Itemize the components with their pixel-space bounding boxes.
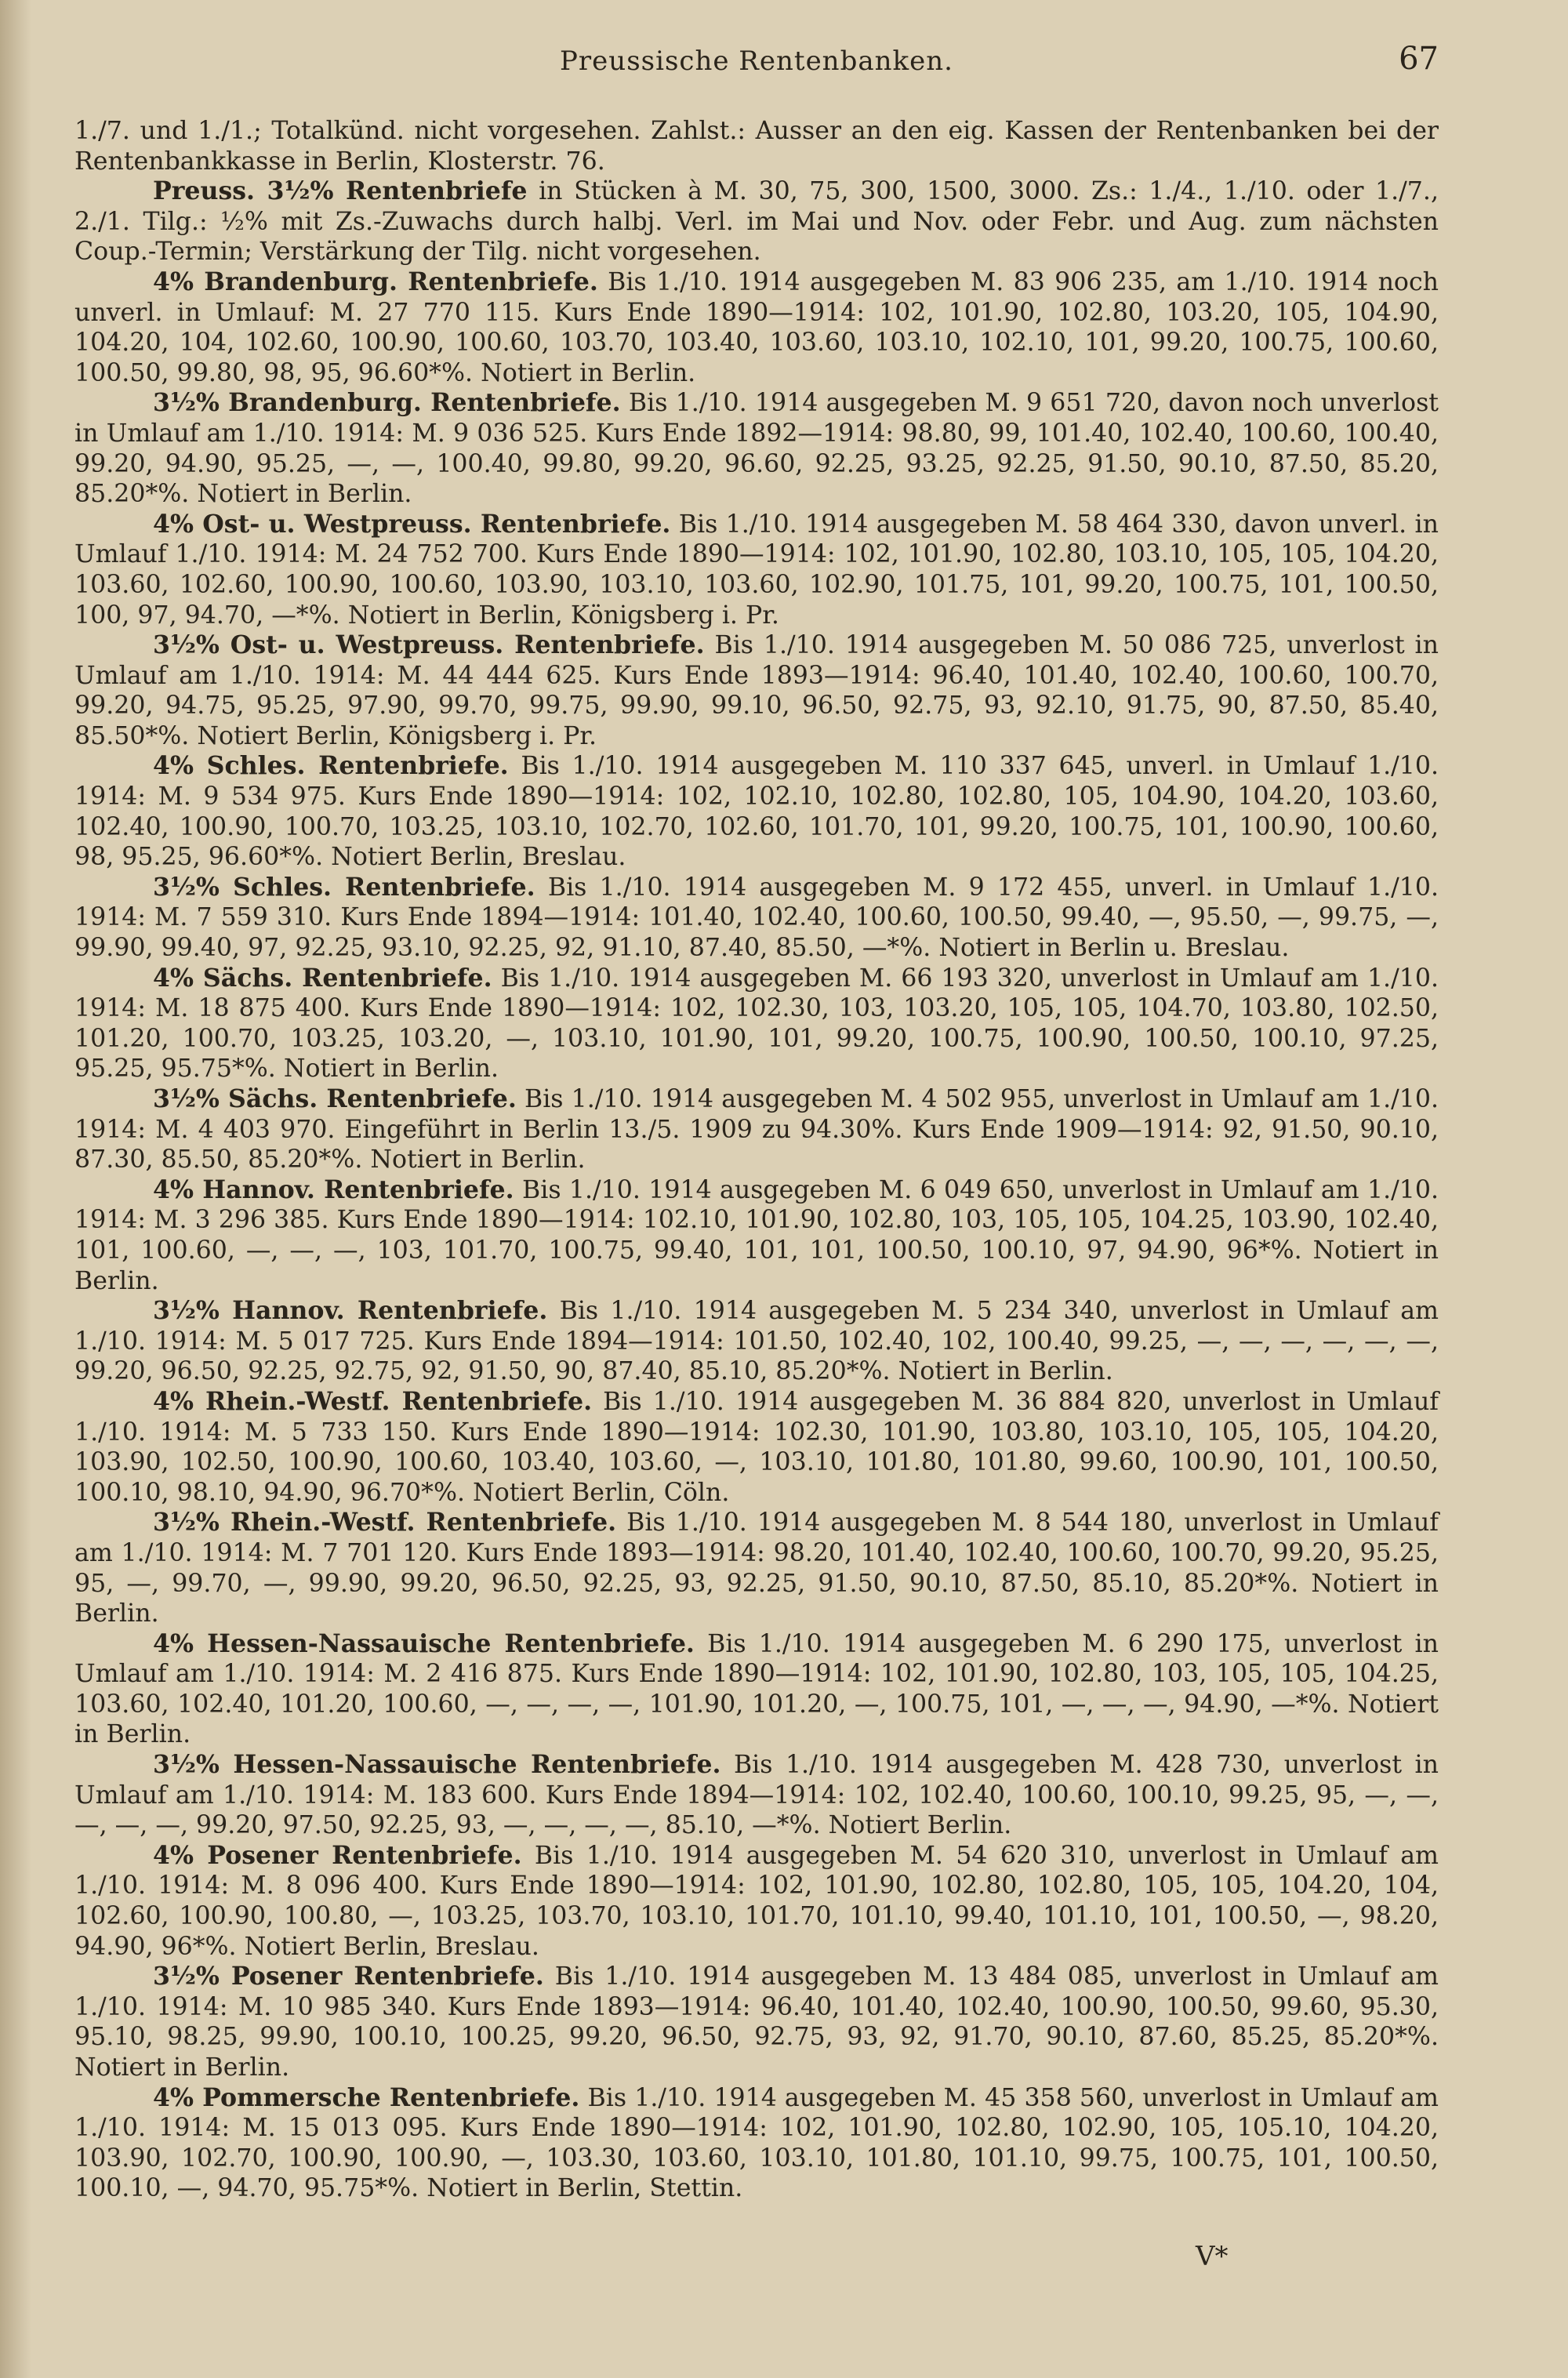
entry-paragraph xyxy=(74,1962,1439,2082)
entry-text: Bis 1./10. 1914 ausgegeben M. 9 651 720, davon noch unverlost in Umlauf am 1./10. 1914: M. 9 036 525. Kurs Ende 1892—1914: 98.80, 99, 101.40, 102.40, 100.60, 100.40, 99.20, 94.90, 95.25, —, —, 100.40, 99.80, 99.20, 96.60, 92.25, 93.25, 92.25, 91.50, 90.10, 87.50, 85.20, 85.20*%. Notiert in Berlin. xyxy=(74,389,1439,509)
entry-heading: 4% Pommersche Rentenbriefe. xyxy=(153,2082,580,2112)
entry-paragraph xyxy=(74,751,1439,872)
entry-paragraph xyxy=(74,176,1439,267)
entry-heading: 3½% Sächs. Rentenbriefe. xyxy=(153,1084,517,1113)
entry-heading: 3½% Brandenburg. Rentenbriefe. xyxy=(153,388,621,418)
entry-heading: 4% Hessen-Nassauische Rentenbriefe. xyxy=(153,1628,695,1658)
entry-heading: 4% Rhein.-Westf. Rentenbriefe. xyxy=(153,1386,593,1416)
entry-text: Bis 1./10. 1914 ausgegeben M. 9 172 455, unverl. in Umlauf 1./10. 1914: M. 7 559 310. Kurs Ende 1894—1914: 101.40, 102.40, 100.60, 100.50, 99.40, —, 95.50, —, 99.75, —, 99.90, 99.40, 97, 92.25, 93.10, 92.25, 92, 91.10, 87.40, 85.50, —*%. Notiert in Berlin u. Breslau. xyxy=(74,873,1439,963)
entry-paragraph xyxy=(74,1629,1439,1750)
entry-paragraph xyxy=(74,267,1439,388)
entries-list xyxy=(74,176,1439,2204)
entry-paragraph xyxy=(74,2083,1439,2204)
entry-text: Bis 1./10. 1914 ausgegeben M. 6 049 650, unverlost in Umlauf am 1./10. 1914: M. 3 296 385. Kurs Ende 1890—1914: 102.10, 101.90, 102.80, 103, 105, 105, 104.25, 103.90, 102.40, 101, 100.60, —, —, —, 103, 101.70, 100.75, 99.40, 101, 101, 100.50, 100.10, 97, 94.90, 96*%. Notiert in Berlin. xyxy=(74,1175,1439,1295)
entry-text: Bis 1./10. 1914 ausgegeben M. 6 290 175, unverlost in Umlauf am 1./10. 1914: M. 2 416 875. Kurs Ende 1890—1914: 102, 101.90, 102.80, 103, 105, 105, 104.25, 103.60, 102.40, 101.20, 100.60, —, —, —, —, 101.90, 101.20, —, 100.75, 101, —, —, —, 94.90, —*%. Notiert in Berlin. xyxy=(74,1629,1439,1749)
entry-paragraph xyxy=(74,510,1439,630)
entry-paragraph xyxy=(74,1508,1439,1628)
entry-paragraph xyxy=(74,964,1439,1084)
entry-text: Bis 1./10. 1914 ausgegeben M. 54 620 310, unverlost in Umlauf am 1./10. 1914: M. 8 096 400. Kurs Ende 1890—1914: 102, 101.90, 102.80, 102.80, 105, 105, 104.20, 104, 102.60, 100.90, 100.80, —, 103.25, 103.70, 103.10, 101.70, 101.10, 99.40, 101.10, 101, 100.50, —, 98.20, 94.90, 96*%. Notiert Berlin, Breslau. xyxy=(74,1841,1439,1961)
entry-paragraph xyxy=(74,1296,1439,1387)
entry-text: Bis 1./10. 1914 ausgegeben M. 110 337 645, unverl. in Umlauf 1./10. 1914: M. 9 534 975. Kurs Ende 1890—1914: 102, 102.10, 102.80, 102.80, 105, 104.90, 104.20, 103.60, 102.40, 100.90, 100.70, 103.25, 103.10, 102.70, 102.60, 101.70, 101, 99.20, 100.75, 101, 100.90, 100.60, 98, 95.25, 96.60*%. Notiert Berlin, Breslau. xyxy=(74,752,1439,872)
entry-paragraph xyxy=(74,1084,1439,1175)
intro-paragraph: 1./7. und 1./1.; Totalkünd. nicht vorgesehen. Zahlst.: Ausser an den eig. Kassen der Rentenbanken bei der Rentenbankkasse in Berlin, Klosterstr. 76. xyxy=(74,117,1439,176)
entry-heading: 4% Sächs. Rentenbriefe. xyxy=(153,963,492,993)
entry-heading: 4% Hannov. Rentenbriefe. xyxy=(153,1174,514,1204)
entry-paragraph xyxy=(74,630,1439,751)
entry-text: in Stücken à M. 30, 75, 300, 1500, 3000. Zs.: 1./4., 1./10. oder 1./7., 2./1. Tilg.: ½% mit Zs.-Zuwachs durch halbj. Verl. im Mai und Nov. oder Febr. und Aug. zum nächsten Coup.-Termin; Verstärkung der Tilg. nicht vorgesehen. xyxy=(74,177,1439,267)
entry-text: Bis 1./10. 1914 ausgegeben M. 4 502 955, unverlost in Umlauf am 1./10. 1914: M. 4 403 970. Eingeführt in Berlin 13./5. 1909 zu 94.30%. Kurs Ende 1909—1914: 92, 91.50, 90.10, 87.30, 85.50, 85.20*%. Notiert in Berlin. xyxy=(74,1085,1439,1174)
page-number: 67 xyxy=(1399,41,1439,77)
entry-paragraph xyxy=(74,1750,1439,1841)
entry-text: Bis 1./10. 1914 ausgegeben M. 66 193 320, unverlost in Umlauf am 1./10. 1914: M. 18 875 400. Kurs Ende 1890—1914: 102, 102.30, 103, 103.20, 105, 105, 104.70, 103.80, 102.50, 101.20, 100.70, 103.25, 103.20, —, 103.10, 101.90, 101, 99.20, 100.75, 100.90, 100.50, 100.10, 97.25, 95.25, 95.75*%. Notiert in Berlin. xyxy=(74,964,1439,1084)
entry-text: Bis 1./10. 1914 ausgegeben M. 45 358 560, unverlost in Umlauf am 1./10. 1914: M. 15 013 095. Kurs Ende 1890—1914: 102, 101.90, 102.80, 102.90, 105, 105.10, 104.20, 103.90, 102.70, 100.90, 100.90, —, 103.30, 103.60, 103.10, 101.80, 101.10, 99.75, 100.75, 101, 100.50, 100.10, —, 94.70, 95.75*%. Notiert in Berlin, Stettin. xyxy=(74,2083,1439,2203)
entry-text: Bis 1./10. 1914 ausgegeben M. 428 730, unverlost in Umlauf am 1./10. 1914: M. 183 600. Kurs Ende 1894—1914: 102, 102.40, 100.60, 100.10, 99.25, 95, —, —, —, —, —, 99.20, 97.50, 92.25, 93, —, —, —, —, 85.10, —*%. Notiert Berlin. xyxy=(74,1751,1439,1840)
entry-heading: 3½% Ost- u. Westpreuss. Rentenbriefe. xyxy=(153,630,705,660)
entry-paragraph xyxy=(74,873,1439,964)
entry-heading: 4% Posener Rentenbriefe. xyxy=(153,1840,522,1870)
page-body xyxy=(74,116,1439,2204)
entry-heading: 3½% Rhein.-Westf. Rentenbriefe. xyxy=(153,1508,617,1538)
entry-heading: 3½% Hannov. Rentenbriefe. xyxy=(153,1296,548,1326)
running-title: Preussische Rentenbanken. xyxy=(560,45,953,77)
entry-heading: 3½% Posener Rentenbriefe. xyxy=(153,1962,544,1991)
entry-heading: 4% Ost- u. Westpreuss. Rentenbriefe. xyxy=(153,509,671,539)
entry-heading: 4% Schles. Rentenbriefe. xyxy=(153,751,509,781)
entry-paragraph xyxy=(74,388,1439,509)
entry-paragraph xyxy=(74,1175,1439,1296)
page-spine-shadow xyxy=(0,0,31,2378)
entry-paragraph xyxy=(74,1841,1439,1962)
entry-heading: 3½% Hessen-Nassauische Rentenbriefe. xyxy=(153,1750,721,1780)
entry-heading: Preuss. 3½% Rentenbriefe xyxy=(153,176,528,206)
entry-text: Bis 1./10. 1914 ausgegeben M. 5 234 340, unverlost in Umlauf am 1./10. 1914: M. 5 017 725. Kurs Ende 1894—1914: 101.50, 102.40, 102, 100.40, 99.25, —, —, —, —, —, —, 99.20, 96.50, 92.25, 92.75, 92, 91.50, 90, 87.40, 85.10, 85.20*%. Notiert in Berlin. xyxy=(74,1297,1439,1386)
entry-text: Bis 1./10. 1914 ausgegeben M. 13 484 085, unverlost in Umlauf am 1./10. 1914: M. 10 985 340. Kurs Ende 1893—1914: 96.40, 101.40, 102.40, 100.90, 100.50, 99.60, 95.30, 95.10, 98.25, 99.90, 100.10, 100.25, 99.20, 96.50, 92.75, 93, 92, 91.70, 90.10, 87.60, 85.25, 85.20*%. Notiert in Berlin. xyxy=(74,1962,1439,2082)
entry-text: Bis 1./10. 1914 ausgegeben M. 58 464 330, davon unverl. in Umlauf 1./10. 1914: M. 24 752 700. Kurs Ende 1890—1914: 102, 101.90, 102.80, 103.10, 105, 105, 104.20, 103.60, 102.60, 100.90, 100.60, 103.90, 103.10, 103.60, 102.90, 101.75, 101, 99.20, 100.75, 101, 100.50, 100, 97, 94.70, —*%. Notiert in Berlin, Königsberg i. Pr. xyxy=(74,510,1439,630)
entry-text: Bis 1./10. 1914 ausgegeben M. 50 086 725, unverlost in Umlauf am 1./10. 1914: M. 44 444 625. Kurs Ende 1893—1914: 96.40, 101.40, 102.40, 100.60, 100.70, 99.20, 94.75, 95.25, 97.90, 99.70, 99.75, 99.90, 99.10, 96.50, 92.75, 93, 92.10, 91.75, 90, 87.50, 85.40, 85.50*%. Notiert Berlin, Königsberg i. Pr. xyxy=(74,631,1439,750)
entry-text: Bis 1./10. 1914 ausgegeben M. 83 906 235, am 1./10. 1914 noch unverl. in Umlauf: M. 27 770 115. Kurs Ende 1890—1914: 102, 101.90, 102.80, 103.20, 105, 104.90, 104.20, 104, 102.60, 100.90, 100.60, 103.70, 103.40, 103.60, 103.10, 102.10, 101, 99.20, 100.75, 100.60, 100.50, 99.80, 98, 95, 96.60*%. Notiert in Berlin. xyxy=(74,267,1439,387)
signature-mark: V* xyxy=(1196,2241,1229,2272)
entry-text: Bis 1./10. 1914 ausgegeben M. 8 544 180, unverlost in Umlauf am 1./10. 1914: M. 7 701 120. Kurs Ende 1893—1914: 98.20, 101.40, 102.40, 100.60, 100.70, 99.20, 95.25, 95, —, 99.70, —, 99.90, 99.20, 96.50, 92.25, 93, 92.25, 91.50, 90.10, 87.50, 85.10, 85.20*%. Notiert in Berlin. xyxy=(74,1508,1439,1628)
entry-heading: 3½% Schles. Rentenbriefe. xyxy=(153,872,535,902)
entry-heading: 4% Brandenburg. Rentenbriefe. xyxy=(153,267,598,296)
page-header xyxy=(74,41,1439,93)
entry-paragraph xyxy=(74,1387,1439,1508)
entry-text: Bis 1./10. 1914 ausgegeben M. 36 884 820, unverlost in Umlauf 1./10. 1914: M. 5 733 150. Kurs Ende 1890—1914: 102.30, 101.90, 103.80, 103.10, 105, 105, 104.20, 103.90, 102.50, 100.90, 100.60, 103.40, 103.60, —, 103.10, 101.80, 101.80, 99.60, 100.90, 101, 100.50, 100.10, 98.10, 94.90, 96.70*%. Notiert Berlin, Cöln. xyxy=(74,1387,1439,1507)
